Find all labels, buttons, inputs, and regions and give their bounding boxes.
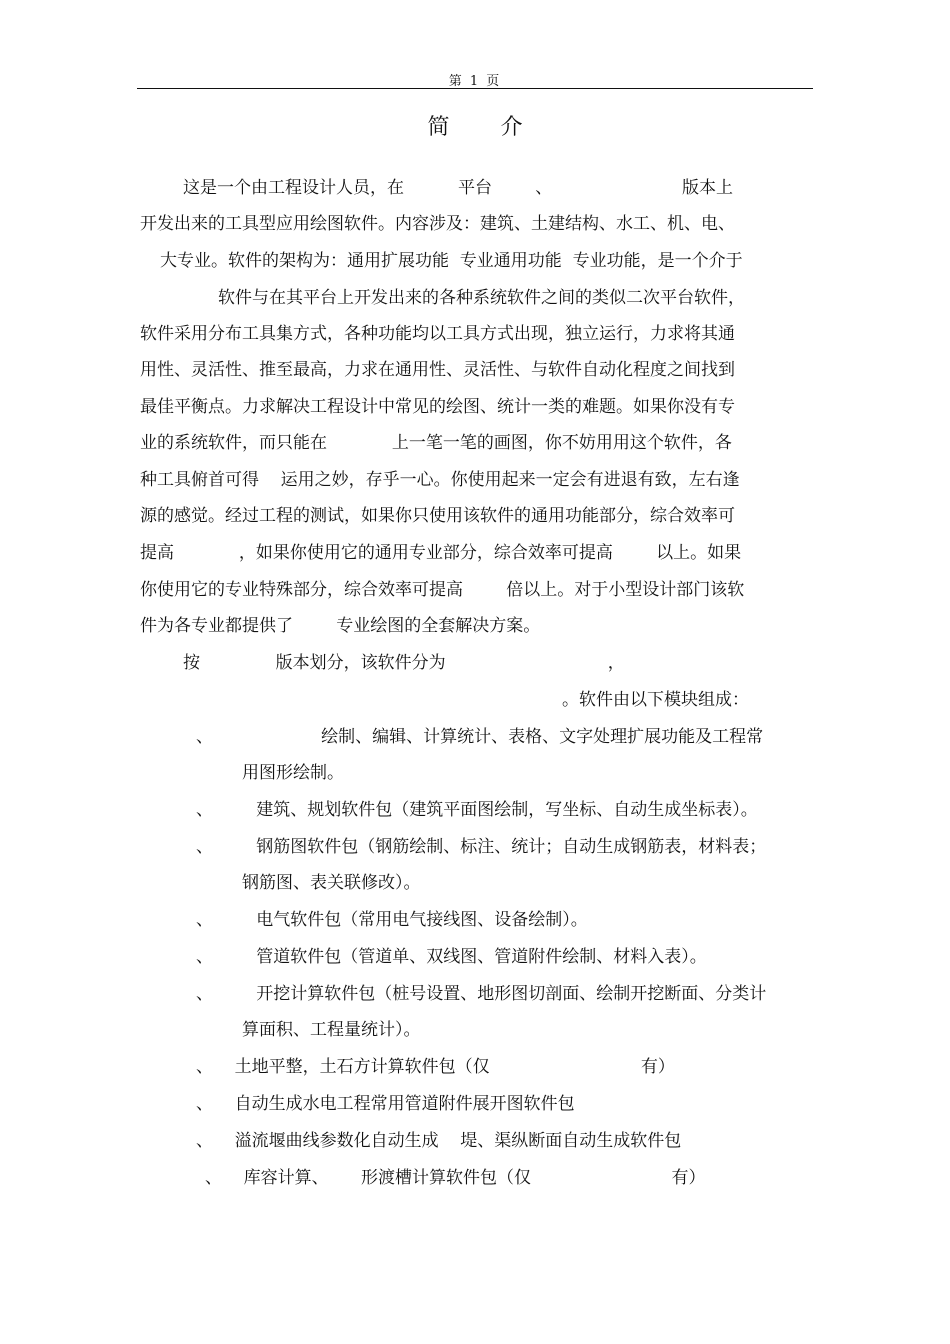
body-line: 按 版本划分，该软件分为 ， [183, 653, 625, 673]
body-line: 这是一个由工程设计人员，在 平台 、 版本上 [183, 178, 733, 198]
module-item: 、 库容计算、 形渡槽计算软件包（仅 有） [205, 1168, 706, 1188]
module-item: 、 钢筋图软件包（钢筋绘制、标注、统计；自动生成钢筋表，材料表； [196, 837, 767, 857]
body-line: 用性、灵活性、推至最高，力求在通用性、灵活性、与软件自动化程度之间找到 [140, 360, 735, 380]
page-number-label: 第 1 页 [448, 74, 502, 89]
body-line: 你使用它的专业特殊部分，综合效率可提高 倍以上。对于小型设计部门该软 [140, 580, 745, 600]
body-line: 软件采用分布工具集方式，各种功能均以工具方式出现，独立运行，力求将其通 [140, 324, 735, 344]
body-line: 软件与在其平台上开发出来的各种系统软件之间的类似二次平台软件， [218, 288, 745, 308]
document-title: 简 介 [427, 115, 545, 140]
module-item: 、 土地平整，土石方计算软件包（仅 有） [196, 1057, 675, 1077]
body-line: 提高 ，如果你使用它的通用专业部分，综合效率可提高 以上。如果 [140, 543, 742, 563]
module-item-cont: 钢筋图、表关联修改）。 [242, 873, 421, 893]
module-item: 、 绘制、编辑、计算统计、表格、文字处理扩展功能及工程常 [196, 727, 764, 747]
module-item: 、 自动生成水电工程常用管道附件展开图软件包 [196, 1094, 575, 1114]
module-item: 、 管道软件包（管道单、双线图、管道附件绘制、材料入表）。 [196, 947, 707, 967]
module-item: 、 开挖计算软件包（桩号设置、地形图切剖面、绘制开挖断面、分类计 [196, 984, 767, 1004]
body-line: 。软件由以下模块组成： [562, 690, 749, 710]
module-item-cont: 算面积、工程量统计）。 [242, 1020, 421, 1040]
header-divider [137, 88, 813, 89]
module-item: 、 建筑、规划软件包（建筑平面图绘制，写坐标、自动生成坐标表）。 [196, 800, 758, 820]
body-line: 业的系统软件，而只能在 上一笔一笔的画图，你不妨用用这个软件，各 [140, 433, 732, 453]
body-line: 种工具俯首可得 运用之妙，存乎一心。你使用起来一定会有进退有致，左右逢 [140, 470, 740, 490]
body-line: 最佳平衡点。力求解决工程设计中常见的绘图、统计一类的难题。如果你没有专 [140, 397, 735, 417]
body-line: 源的感觉。经过工程的测试，如果你只使用该软件的通用功能部分，综合效率可 [140, 506, 735, 526]
module-item-cont: 用图形绘制。 [242, 763, 344, 783]
body-line: 开发出来的工具型应用绘图软件。内容涉及：建筑、土建结构、水工、机、电、 [140, 214, 735, 234]
module-item: 、 溢流堰曲线参数化自动生成 堤、渠纵断面自动生成软件包 [196, 1131, 682, 1151]
body-line: 件为各专业都提供了 专业绘图的全套解决方案。 [140, 616, 541, 636]
module-item: 、 电气软件包（常用电气接线图、设备绘制）。 [196, 910, 588, 930]
body-line: 大专业。软件的架构为：通用扩展功能 专业通用功能 专业功能，是一个介于 [160, 251, 743, 271]
